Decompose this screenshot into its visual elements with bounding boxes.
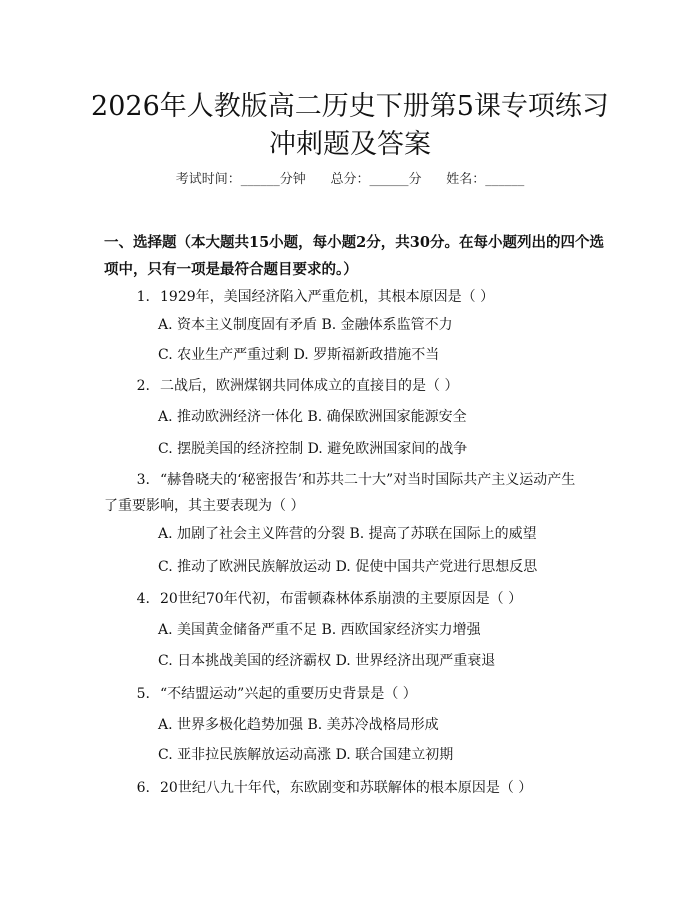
question-4-options-ab: A. 美国黄金储备严重不足 B. 西欧国家经济实力增强 [158,622,481,638]
question-text: “不结盟运动”兴起的重要历史背景是（ ） [160,686,417,702]
question-5 [104,681,616,707]
question-6 [104,775,616,801]
question-2 [104,373,616,399]
question-5-options-ab: A. 世界多极化趋势加强 B. 美苏冷战格局形成 [158,717,439,733]
question-number: 4. [136,591,150,607]
question-number: 3. [136,472,150,488]
question-3 [104,467,616,519]
question-number: 6. [136,780,150,796]
question-text-line2: 了重要影响，其主要表现为（ ） [104,498,305,514]
question-1-options-cd: C. 农业生产严重过剩 D. 罗斯福新政措施不当 [158,347,440,363]
question-text: 二战后，欧洲煤钢共同体成立的直接目的是（ ） [160,378,459,394]
question-text: 20世纪八九十年代，东欧剧变和苏联解体的根本原因是（ ） [160,780,533,796]
question-1 [104,284,616,310]
question-number: 5. [136,686,150,702]
question-text-line1: “赫鲁晓夫的‘秘密报告’和苏共二十大”对当时国际共产主义运动产生 [160,472,576,488]
page-title-line2: 冲刺题及答案 [269,129,431,160]
question-text: 1929年，美国经济陷入严重危机，其根本原因是（ ） [160,289,495,305]
section-heading: 一、选择题（本大题共15小题，每小题2分，共30分。在每小题列出的四个选项中，只有一项是最符合题目要求的。） [104,234,604,278]
page-title-line1: 2026年人教版高二历史下册第5课专项练习 [91,91,609,122]
question-number: 2. [136,378,150,394]
question-2-options-cd: C. 摆脱美国的经济控制 D. 避免欧洲国家间的战争 [158,441,468,457]
question-number: 1. [136,289,150,305]
question-3-options-cd: C. 推动了欧洲民族解放运动 D. 促使中国共产党进行思想反思 [158,559,538,575]
question-3-options-ab: A. 加剧了社会主义阵营的分裂 B. 提高了苏联在国际上的威望 [158,526,537,542]
question-text: 20世纪70年代初，布雷顿森林体系崩溃的主要原因是（ ） [160,591,523,607]
question-2-options-ab: A. 推动欧洲经济一体化 B. 确保欧洲国家能源安全 [158,409,467,425]
exam-meta-info: 考试时间：______分钟 总分：______分 姓名：______ [175,172,525,187]
question-4 [104,586,616,612]
question-1-options-ab: A. 资本主义制度固有矛盾 B. 金融体系监管不力 [158,317,453,333]
question-5-options-cd: C. 亚非拉民族解放运动高涨 D. 联合国建立初期 [158,747,454,763]
question-4-options-cd: C. 日本挑战美国的经济霸权 D. 世界经济出现严重衰退 [158,653,496,669]
